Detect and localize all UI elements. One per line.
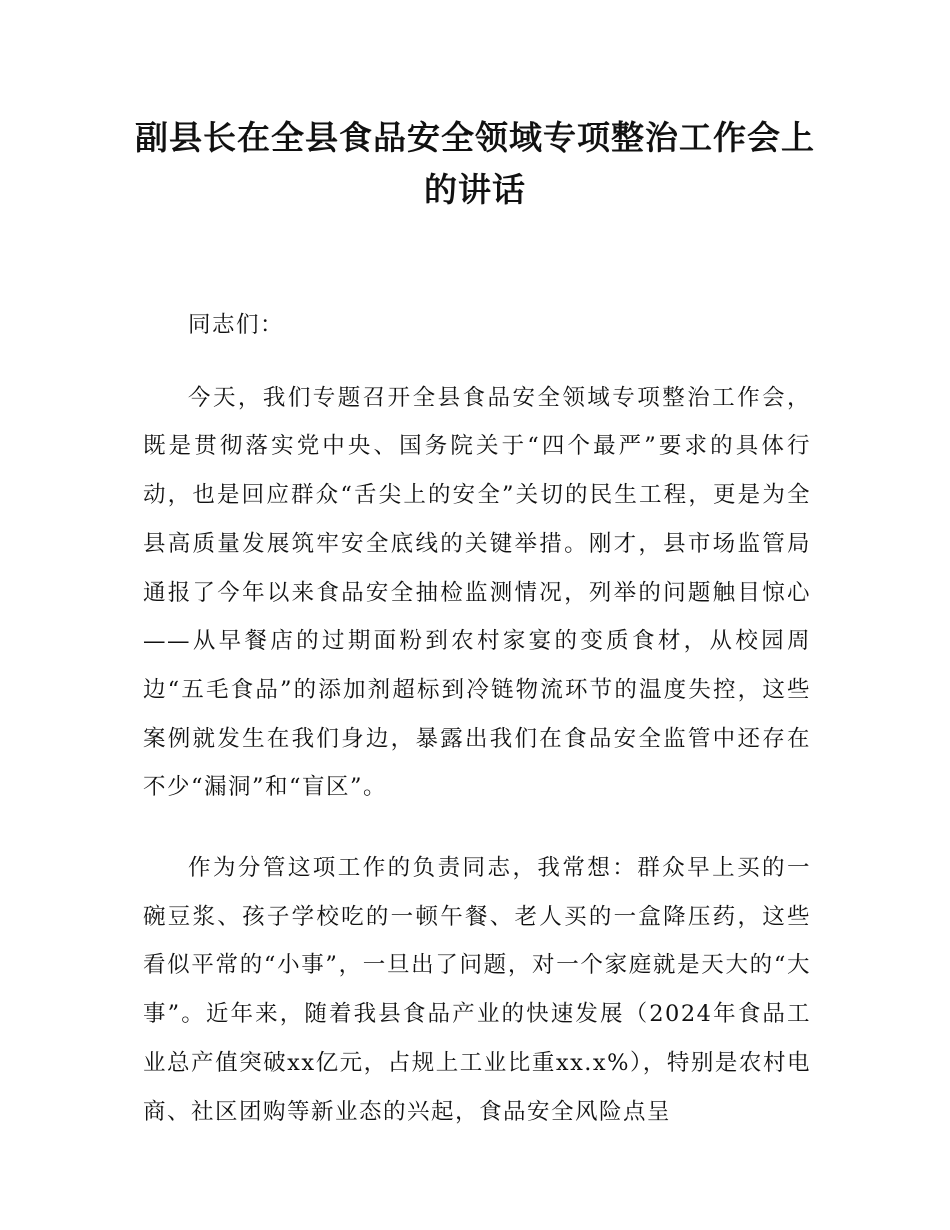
body-paragraph-1: 今天，我们专题召开全县食品安全领域专项整治工作会，既是贯彻落实党中央、国务院关于“四个最严”要求的具体行动，也是回应群众“舌尖上的安全”关切的民生工程，更是为全县高质量发展筑牢安全底线的关键举措。刚才，县市场监管局通报了今年以来食品安全抽检监测情况，列举的问题触目惊心——从早餐店的过期面粉到农村家宴的变质食材，从校园周边“五毛食品”的添加剂超标到冷链物流环节的温度失控，这些案例就发生在我们身边，暴露出我们在食品安全监管中还存在不少“漏洞”和“盲区”。 [143,384,811,801]
greeting-paragraph: 同志们： [188,312,285,338]
document-body [143,301,811,1168]
document-title: 副县长在全县食品安全领域专项整治工作会上的讲话 [135,118,815,209]
body-paragraph-2: 作为分管这项工作的负责同志，我常想：群众早上买的一碗豆浆、孩子学校吃的一顿午餐、老人买的一盒降压药，这些看似平常的“小事”，一旦出了问题，对一个家庭就是天大的“大事”。近年来，随着我县食品产业的快速发展（2024年食品工业总产值突破xx亿元，占规上工业比重xx.x%），特别是农村电商、社区团购等新业态的兴起，食品安全风险点呈 [143,855,811,1125]
